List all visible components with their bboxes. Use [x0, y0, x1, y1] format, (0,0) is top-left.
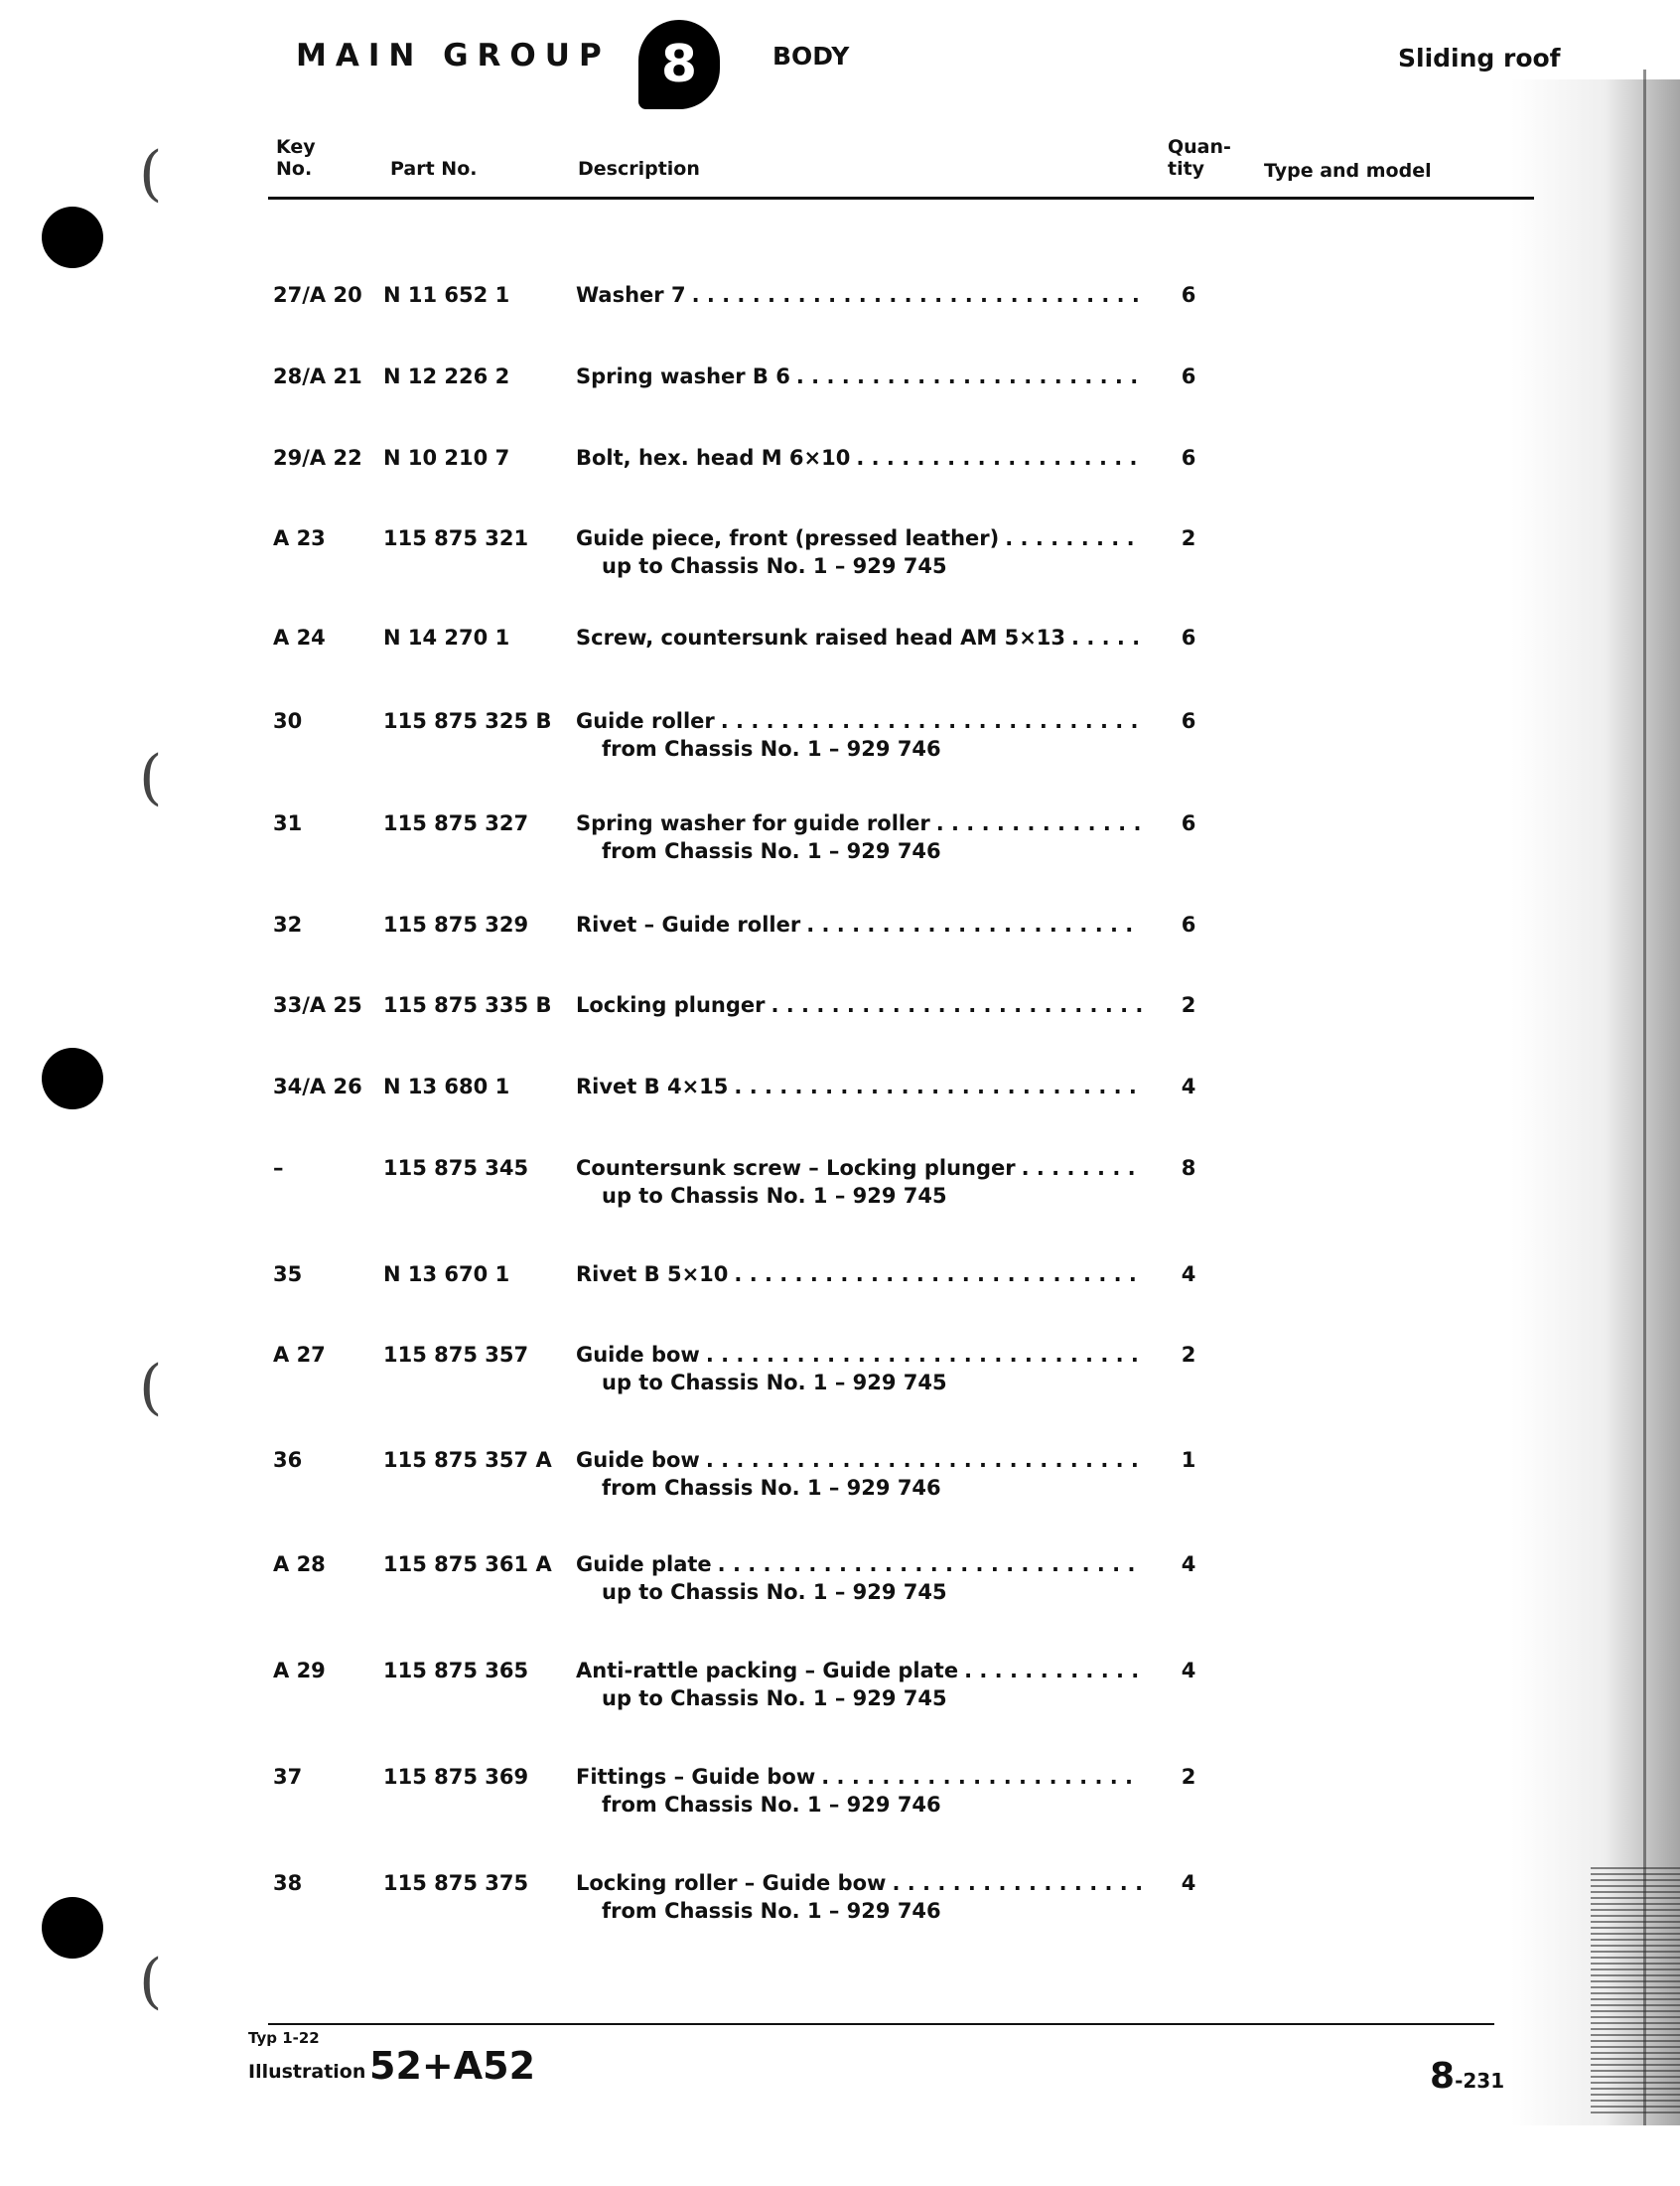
quantity: 2	[1181, 1343, 1196, 1367]
key-number: A 24	[273, 626, 326, 650]
description	[576, 1446, 1142, 1502]
description	[576, 1260, 1142, 1288]
chassis-note: up to Chassis No. 1 – 929 745	[602, 1371, 947, 1394]
description-text: Rivet – Guide roller	[576, 913, 801, 937]
chassis-note: from Chassis No. 1 – 929 746	[602, 839, 941, 863]
leader-dots	[806, 911, 1142, 939]
chassis-note: from Chassis No. 1 – 929 746	[602, 1793, 941, 1817]
column-header-key-no: Key No.	[276, 136, 316, 180]
main-group-title: MAIN GROUP	[296, 38, 611, 73]
leader-dots	[734, 1260, 1142, 1288]
key-number: 27/A 20	[273, 283, 362, 307]
subsection-title: Sliding roof	[1398, 44, 1561, 73]
description	[576, 809, 1142, 865]
part-number: 115 875 325 B	[383, 709, 552, 733]
description	[576, 444, 1142, 472]
description	[576, 1550, 1142, 1606]
column-header-quantity: Quan- tity	[1168, 136, 1231, 180]
quantity: 6	[1181, 709, 1196, 733]
description	[576, 1154, 1142, 1210]
description-text: Spring washer for guide roller	[576, 811, 930, 835]
scan-edge-line	[1643, 70, 1646, 2125]
leader-dots	[936, 809, 1142, 837]
chassis-note: from Chassis No. 1 – 929 746	[602, 1899, 941, 1923]
description-text: Locking plunger	[576, 993, 766, 1017]
page-number	[1430, 2056, 1504, 2097]
description	[576, 1073, 1142, 1100]
description-text: Anti-rattle packing – Guide plate	[576, 1659, 959, 1682]
quantity: 6	[1181, 283, 1196, 307]
leader-dots	[964, 1657, 1142, 1684]
quantity: 4	[1181, 1552, 1196, 1576]
part-number: 115 875 357 A	[383, 1448, 552, 1472]
key-number: 35	[273, 1262, 303, 1286]
leader-dots	[1022, 1154, 1142, 1182]
chassis-note: from Chassis No. 1 – 929 746	[602, 1476, 941, 1500]
description	[576, 281, 1142, 309]
key-number: 28/A 21	[273, 364, 362, 388]
key-number: 30	[273, 709, 303, 733]
quantity: 6	[1181, 811, 1196, 835]
description-text: Countersunk screw – Locking plunger	[576, 1156, 1016, 1180]
key-number: 37	[273, 1765, 303, 1789]
description-text: Fittings – Guide bow	[576, 1765, 816, 1789]
chassis-note: up to Chassis No. 1 – 929 745	[602, 554, 947, 578]
chassis-note: up to Chassis No. 1 – 929 745	[602, 1184, 947, 1208]
binder-hole-middle	[42, 1048, 103, 1109]
description	[576, 707, 1142, 763]
binder-hole-bottom	[42, 1897, 103, 1959]
leader-dots	[796, 363, 1142, 390]
part-number: N 13 680 1	[383, 1075, 510, 1098]
description	[576, 363, 1142, 390]
description-text: Screw, countersunk raised head AM 5×13	[576, 626, 1066, 650]
header-rule	[268, 197, 1534, 200]
leader-dots	[692, 281, 1142, 309]
description-text: Rivet B 4×15	[576, 1075, 729, 1098]
description-text: Spring washer B 6	[576, 364, 790, 388]
quantity: 4	[1181, 1262, 1196, 1286]
part-number: 115 875 365	[383, 1659, 529, 1682]
scan-edge-shading	[1511, 79, 1680, 2125]
quantity: 2	[1181, 1765, 1196, 1789]
description-text: Guide roller	[576, 709, 715, 733]
quantity: 6	[1181, 626, 1196, 650]
description-text: Bolt, hex. head M 6×10	[576, 446, 851, 470]
quantity: 6	[1181, 913, 1196, 937]
part-number: 115 875 369	[383, 1765, 529, 1789]
description-text: Guide bow	[576, 1343, 700, 1367]
column-header-part-no: Part No.	[390, 158, 478, 180]
illustration-label: Illustration	[248, 2061, 366, 2083]
description	[576, 624, 1142, 652]
leader-dots	[721, 707, 1142, 735]
description	[576, 1657, 1142, 1712]
quantity: 6	[1181, 446, 1196, 470]
quantity: 6	[1181, 364, 1196, 388]
leader-dots	[734, 1073, 1142, 1100]
quantity: 2	[1181, 526, 1196, 550]
binder-hole-top	[42, 207, 103, 268]
key-number: 33/A 25	[273, 993, 362, 1017]
key-number: 29/A 22	[273, 446, 362, 470]
description	[576, 1341, 1142, 1396]
description	[576, 991, 1142, 1019]
description	[576, 1763, 1142, 1819]
illustration-number: 52+A52	[369, 2044, 536, 2088]
leader-dots	[770, 991, 1142, 1019]
leader-dots	[821, 1763, 1142, 1791]
chassis-note: up to Chassis No. 1 – 929 745	[602, 1686, 947, 1710]
part-number: 115 875 327	[383, 811, 529, 835]
quantity: 4	[1181, 1659, 1196, 1682]
leader-dots	[706, 1446, 1142, 1474]
chassis-note: up to Chassis No. 1 – 929 745	[602, 1580, 947, 1604]
part-number: 115 875 345	[383, 1156, 529, 1180]
key-number: 32	[273, 913, 303, 937]
part-number: 115 875 329	[383, 913, 529, 937]
leader-dots	[718, 1550, 1142, 1578]
leader-dots	[892, 1869, 1142, 1897]
chassis-note: from Chassis No. 1 – 929 746	[602, 737, 941, 761]
key-number: A 23	[273, 526, 326, 550]
quantity: 4	[1181, 1871, 1196, 1895]
leader-dots	[856, 444, 1142, 472]
description-text: Locking roller – Guide bow	[576, 1871, 887, 1895]
key-number: 36	[273, 1448, 303, 1472]
key-number: 34/A 26	[273, 1075, 362, 1098]
group-number: 8	[660, 35, 698, 94]
description	[576, 911, 1142, 939]
scan-edge-streaks	[1591, 1867, 1680, 2115]
description-text: Guide bow	[576, 1448, 700, 1472]
part-number: 115 875 361 A	[383, 1552, 552, 1576]
part-number: N 10 210 7	[383, 446, 510, 470]
binder-mark-icon: (	[139, 1947, 163, 2016]
description	[576, 524, 1142, 580]
leader-dots	[1005, 524, 1142, 552]
key-number: A 27	[273, 1343, 326, 1367]
quantity: 4	[1181, 1075, 1196, 1098]
leader-dots	[706, 1341, 1142, 1369]
part-number: 115 875 321	[383, 526, 529, 550]
type-label: Typ 1-22	[248, 2029, 320, 2047]
part-number: N 14 270 1	[383, 626, 510, 650]
key-number: –	[273, 1156, 284, 1180]
description-text: Guide piece, front (pressed leather)	[576, 526, 1000, 550]
footer-rule	[268, 2023, 1494, 2025]
part-number: 115 875 375	[383, 1871, 529, 1895]
key-number: A 28	[273, 1552, 326, 1576]
column-header-description: Description	[578, 158, 700, 180]
part-number: N 13 670 1	[383, 1262, 510, 1286]
part-number: N 11 652 1	[383, 283, 510, 307]
part-number: 115 875 335 B	[383, 993, 552, 1017]
binder-mark-icon: (	[139, 743, 163, 812]
part-number: 115 875 357	[383, 1343, 529, 1367]
group-number-badge	[638, 20, 720, 109]
key-number: A 29	[273, 1659, 326, 1682]
quantity: 2	[1181, 993, 1196, 1017]
quantity: 8	[1181, 1156, 1196, 1180]
page-number-sub: -231	[1455, 2069, 1505, 2093]
column-header-type-model: Type and model	[1264, 160, 1432, 182]
description-text: Rivet B 5×10	[576, 1262, 729, 1286]
binder-mark-icon: (	[139, 1353, 163, 1422]
section-title: BODY	[772, 42, 850, 71]
binder-mark-icon: (	[139, 139, 163, 209]
leader-dots	[1071, 624, 1142, 652]
part-number: N 12 226 2	[383, 364, 510, 388]
quantity: 1	[1181, 1448, 1196, 1472]
page-number-main: 8	[1430, 2056, 1456, 2097]
description	[576, 1869, 1142, 1925]
description-text: Washer 7	[576, 283, 686, 307]
description-text: Guide plate	[576, 1552, 712, 1576]
key-number: 38	[273, 1871, 303, 1895]
key-number: 31	[273, 811, 303, 835]
